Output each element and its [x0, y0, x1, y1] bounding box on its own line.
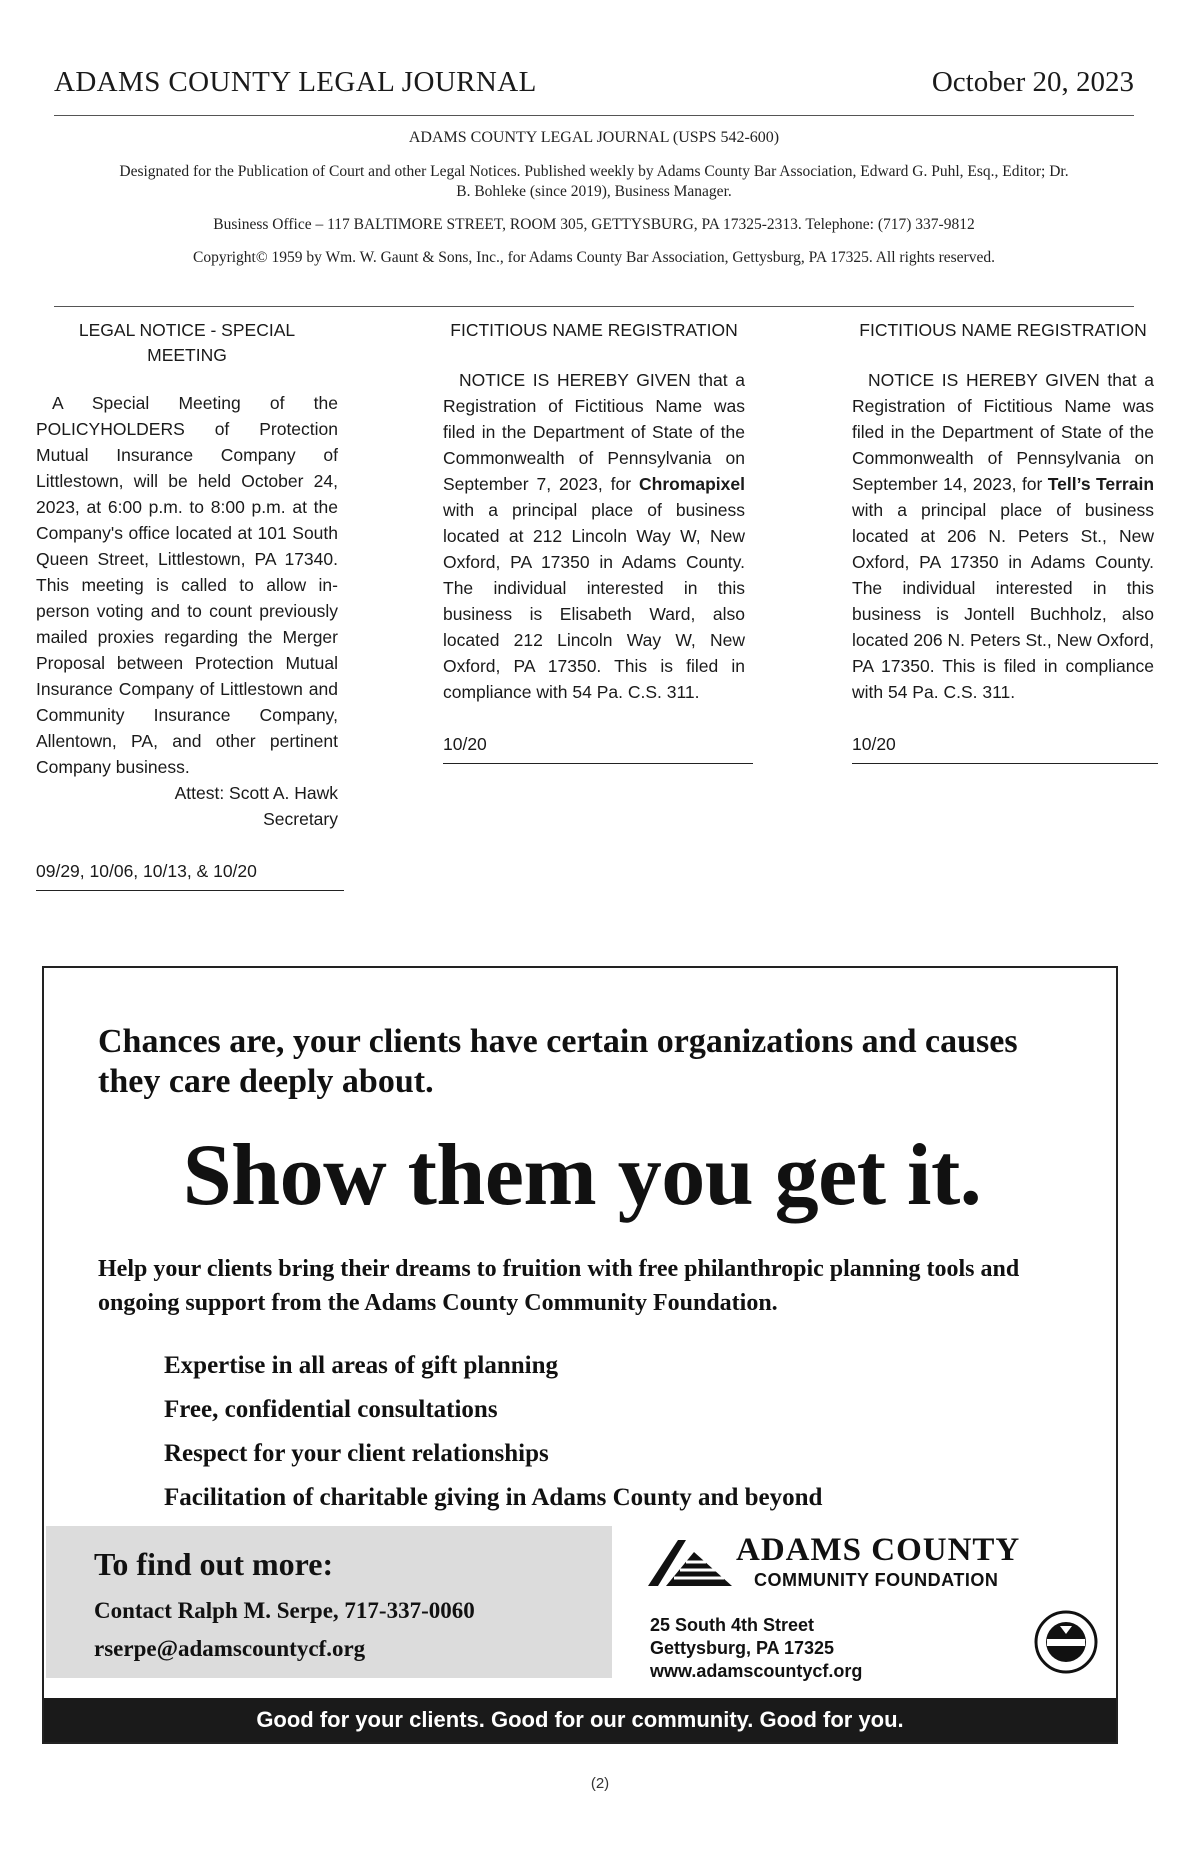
foundation-name: ADAMS COUNTY: [736, 1532, 1021, 1568]
notice-text: [443, 367, 745, 705]
ad-benefits-list: [164, 1344, 1064, 1520]
ad-footer-banner: [44, 1698, 1116, 1742]
notice-body: [852, 367, 1154, 705]
notice-heading: FICTITIOUS NAME REGISTRATION: [450, 320, 738, 340]
notice-fictitious-name-chromapixel: [443, 318, 745, 764]
benefit-item: Facilitation of charitable giving in Adams County and beyond: [164, 1484, 823, 1511]
designation-statement: Designated for the Publication of Court and other Legal Notices. Published weekly by Adams County Bar Association, Edward G. Puhl, Esq., Editor; Dr. B. Bohleke (since 2019), Business Manager.: [119, 163, 1069, 200]
foundation-website[interactable]: www.adamscountycf.org: [650, 1661, 863, 1681]
business-name: Tell’s Terrain: [1047, 474, 1155, 494]
usps-line: ADAMS COUNTY LEGAL JOURNAL (USPS 542-600): [408, 129, 780, 146]
publication-dates: 09/29, 10/06, 10/13, & 10/20: [36, 858, 344, 891]
notice-fictitious-name-tells-terrain: [852, 318, 1154, 764]
benefit-item: Respect for your client relationships: [164, 1440, 549, 1467]
foundation-info: [644, 1528, 1104, 1681]
contact-person: Contact Ralph M. Serpe, 717-337-0060: [94, 1598, 475, 1623]
masthead: [54, 66, 1134, 116]
header-divider: [54, 306, 1134, 307]
foundation-seal-icon: [1034, 1610, 1098, 1674]
business-office: Business Office – 117 BALTIMORE STREET, ROOM 305, GETTYSBURG, PA 17325-2313. Telephone: (717) 337-9812: [213, 216, 975, 233]
address-street: 25 South 4th Street: [650, 1615, 815, 1635]
journal-title: ADAMS COUNTY LEGAL JOURNAL: [54, 66, 537, 98]
foundation-address: [650, 1614, 862, 1683]
contact-panel: [46, 1526, 612, 1678]
signatory-title: Secretary: [263, 809, 338, 829]
notice-special-meeting: [36, 318, 338, 891]
notice-text-end: with a principal place of business located at 212 Lincoln Way W, New Oxford, PA 17350 in Adams County. The individual interested in this business is Elisabeth Ward, also located 212 Lincoln Way W, New Oxford, PA 17350. This is filed in compliance with 54 Pa. C.S. 311.: [443, 500, 745, 702]
business-name: Chromapixel: [639, 474, 745, 494]
ad-tagline: Show them you get it.: [182, 1127, 982, 1224]
attest-line: Attest: Scott A. Hawk: [174, 783, 338, 803]
ad-subheadline: Help your clients bring their dreams to fruition with free philanthropic planning tools and ongoing support from the Adams County Community Foundation.: [98, 1256, 1020, 1316]
notice-text: A Special Meeting of the POLICYHOLDERS of Protection Mutual Insurance Company of Littlestown, will be held October 24, 2023, at 6:00 p.m. to 8:00 p.m. at the Company's office located at 101 South Queen Street, Littlestown, PA 17340. This meeting is called to allow in-person voting and to count previously mailed proxies regarding the Merger Proposal between Protection Mutual Insurance Company of Littlestown and Community Insurance Company, Allentown, PA, and other pertinent Company business.: [36, 393, 338, 777]
notice-body: [443, 367, 745, 705]
contact-email[interactable]: rserpe@adamscountycf.org: [94, 1636, 366, 1661]
notice-heading: LEGAL NOTICE - SPECIAL MEETING: [78, 320, 296, 365]
notice-text: [852, 367, 1154, 705]
copyright-notice: Copyright© 1959 by Wm. W. Gaunt & Sons, Inc., for Adams County Bar Association, Gettysburg, PA 17325. All rights reserved.: [193, 249, 995, 266]
publication-dates: 10/20: [852, 731, 1158, 764]
publication-info: [54, 128, 1134, 268]
notice-text-start: NOTICE IS HEREBY GIVEN that a Registration of Fictitious Name was filed in the Department of State of the Commonwealth of Pennsylvania on September 7, 2023, for: [443, 370, 745, 494]
benefit-item: Expertise in all areas of gift planning: [164, 1352, 559, 1379]
notice-text-end: with a principal place of business located at 206 N. Peters St., New Oxford, PA 17350 in Adams County. The individual interested in this business is Jontell Buchholz, also located 206 N. Peters St., New Oxford, PA 17350. This is filed in compliance with 54 Pa. C.S. 311.: [852, 500, 1154, 702]
publication-dates: 10/20: [443, 731, 753, 764]
notice-heading: FICTITIOUS NAME REGISTRATION: [859, 320, 1147, 340]
footer-slogan-start: Good for your clients. Good for our community.: [256, 1707, 760, 1732]
page-number: (2): [590, 1775, 610, 1792]
foundation-advertisement: [42, 966, 1118, 1744]
foundation-logo-icon: [644, 1536, 736, 1588]
contact-title: To find out more:: [94, 1546, 334, 1582]
notice-body: [36, 390, 338, 832]
ad-headline: Chances are, your clients have certain organizations and causes they care deeply about.: [98, 1023, 1018, 1100]
address-city: Gettysburg, PA 17325: [650, 1638, 835, 1658]
benefit-item: Free, confidential consultations: [164, 1396, 498, 1423]
notice-text-start: NOTICE IS HEREBY GIVEN that a Registration of Fictitious Name was filed in the Department of State of the Commonwealth of Pennsylvania on September 14, 2023, for: [852, 370, 1154, 494]
footer-slogan-end: Good for you.: [759, 1707, 904, 1732]
issue-date: October 20, 2023: [931, 66, 1134, 98]
foundation-subname: COMMUNITY FOUNDATION: [754, 1570, 999, 1590]
